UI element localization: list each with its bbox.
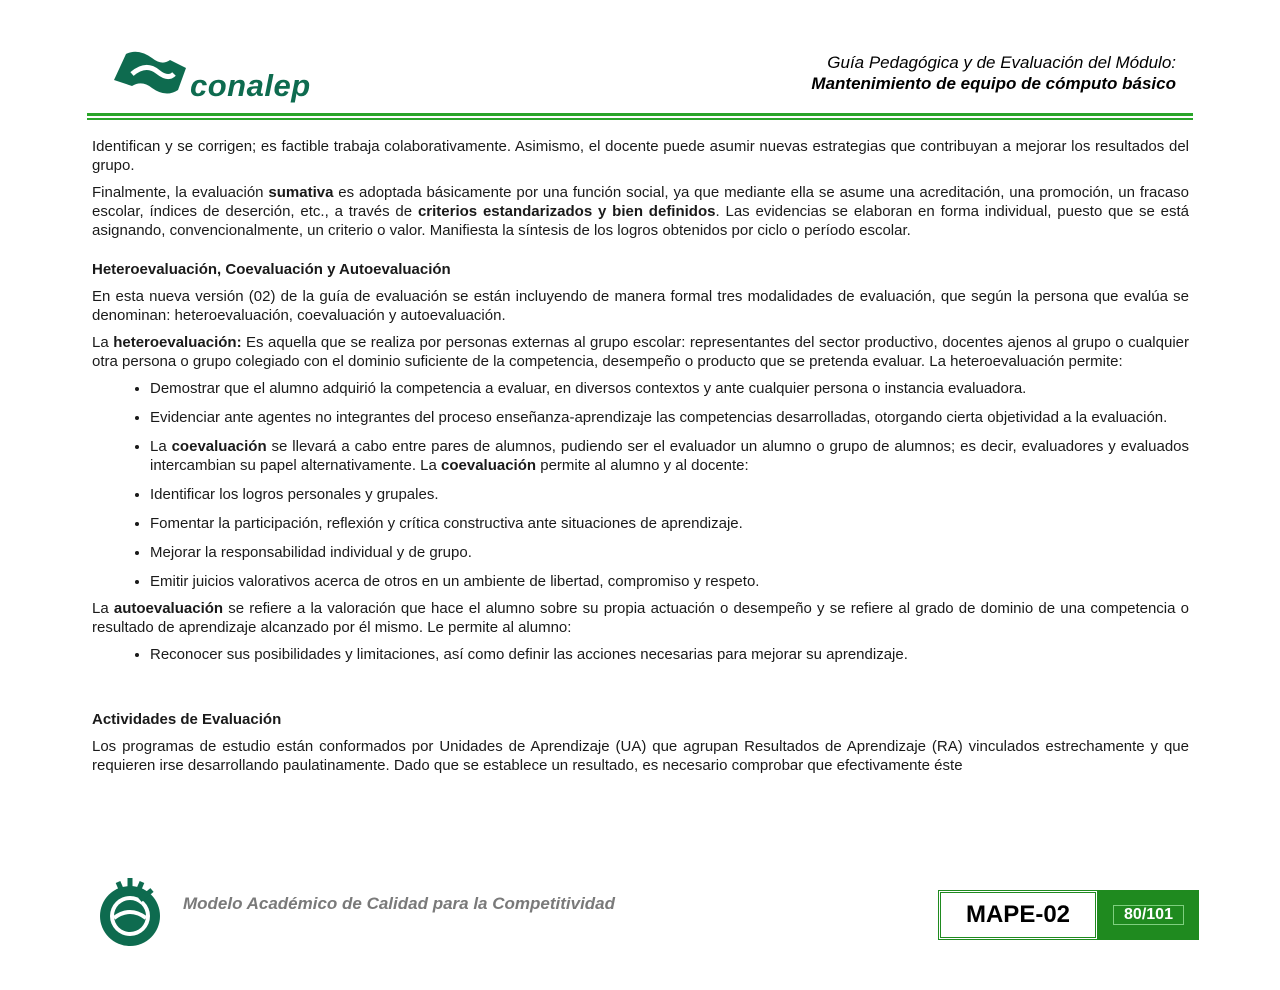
page-number-label: 80/101 (1113, 905, 1184, 925)
bullet-list (92, 379, 1189, 591)
module-title: Mantenimiento de equipo de cómputo básico (811, 74, 1176, 93)
list-item: • Evidenciar ante agentes no integrantes del proceso enseñanza-aprendizaje las competencias desarrolladas, otorgando cierta objetividad a la evaluación. (150, 408, 1189, 427)
list-item: • Emitir juicios valorativos acerca de otros en un ambiente de libertad, compromiso y respeto. (150, 572, 1189, 591)
paragraph: Los programas de estudio están conformados por Unidades de Aprendizaje (UA) que agrupan Resultados de Aprendizaje (RA) vinculados estrechamente y que requieren irse desarrollando paulatinamente. Dado que se establece un resultado, es necesario comprobar que efectivamente éste (92, 738, 1189, 774)
guide-title: Guía Pedagógica y de Evaluación del Módulo: (827, 53, 1176, 72)
header-rule-top (87, 113, 1193, 116)
section-heading: Actividades de Evaluación (92, 711, 282, 728)
document-body (92, 137, 1189, 783)
quality-model-seal-icon (94, 876, 166, 946)
list-item: • La coevaluación se llevará a cabo entre pares de alumnos, pudiendo ser el evaluador un alumno o grupo de alumnos; es decir, evaluadores y evaluados intercambian su papel alternativamente. La coevaluación permite al alumno y al docente: (150, 437, 1189, 475)
page-number (1098, 890, 1199, 940)
conalep-logo (112, 50, 312, 106)
conalep-emblem-icon (112, 50, 188, 98)
paragraph-sumativa: Finalmente, la evaluación sumativa es adoptada básicamente por una función social, ya que mediante ella se asume una acreditación, una promoción, un fracaso escolar, índices de deserción, etc., a través de criterios estandarizados y bien definidos. Las evidencias se elaboran en forma individual, puesto que se está asignando, convencionalmente, un criterio o valor. Manifiesta la síntesis de los logros obtenidos por ciclo o período escolar. (92, 184, 1190, 239)
logo-text: conalep (190, 68, 311, 103)
header-title (811, 52, 1176, 94)
bullet-list (92, 645, 1189, 664)
list-item: • Reconocer sus posibilidades y limitaciones, así como definir las acciones necesarias para mejorar su aprendizaje. (150, 645, 1189, 664)
paragraph-autoevaluacion: La autoevaluación se refiere a la valoración que hace el alumno sobre su propia actuación o desempeño y se refiere al grado de dominio de una competencia o resultado de aprendizaje alcanzado por él mismo. Le permite al alumno: (92, 600, 1189, 636)
list-item: • Mejorar la responsabilidad individual y de grupo. (150, 543, 1189, 562)
list-item: • Fomentar la participación, reflexión y crítica constructiva ante situaciones de aprendizaje. (150, 514, 1189, 533)
model-text: Modelo Académico de Calidad para la Competitividad (183, 894, 616, 913)
paragraph: En esta nueva versión (02) de la guía de evaluación se están incluyendo de manera formal tres modalidades de evaluación, que según la persona que evalúa se denominan: heteroevaluación, coevaluación y autoevaluación. (92, 288, 1189, 324)
paragraph-heteroevaluacion: La heteroevaluación: Es aquella que se realiza por personas externas al grupo escolar: representantes del sector productivo, docentes ajenos al grupo o cualquier otra persona o grupo colegiado con el dominio suficiente de la competencia, desempeño o producto que se pretenda evaluar. La heteroevaluación permite: (92, 334, 1189, 370)
section-heading: Heteroevaluación, Coevaluación y Autoevaluación (92, 261, 451, 278)
paragraph: Identifican y se corrigen; es factible trabaja colaborativamente. Asimismo, el docente puede asumir nuevas estrategias que contribuyan a mejorar los resultados del grupo. (92, 138, 1189, 174)
header-rule-bottom (87, 118, 1193, 120)
document-code: MAPE-02 (938, 890, 1098, 940)
list-item: • Identificar los logros personales y grupales. (150, 485, 1189, 504)
list-item: • Demostrar que el alumno adquirió la competencia a evaluar, en diversos contextos y ante cualquier persona o instancia evaluadora. (150, 379, 1189, 398)
